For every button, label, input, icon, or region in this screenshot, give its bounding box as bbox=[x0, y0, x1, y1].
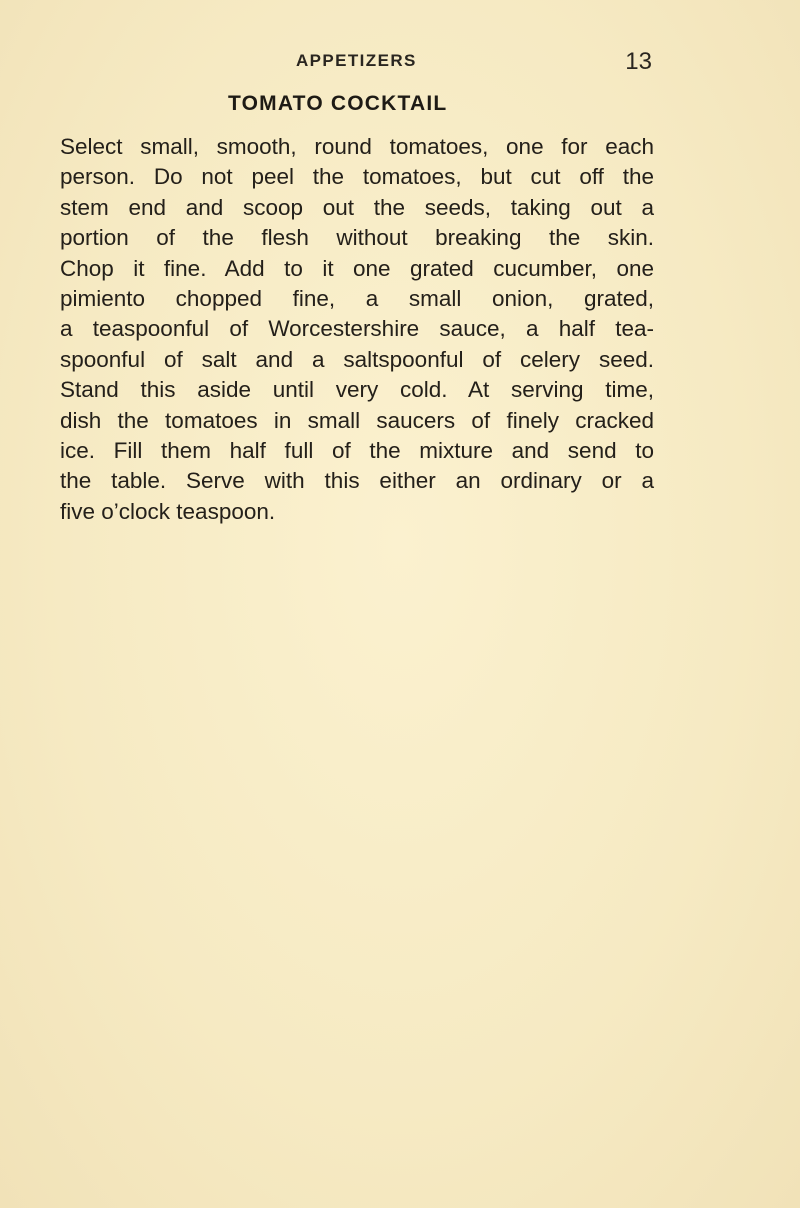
page-number: 13 bbox=[625, 48, 652, 75]
body-line: portion of the flesh without breaking the skin. bbox=[60, 225, 654, 251]
body-line: dish the tomatoes in small saucers of finely cracked bbox=[60, 407, 654, 433]
body-line: Stand this aside until very cold. At serving time, bbox=[60, 377, 654, 403]
body-line: the table. Serve with this either an ordinary or a bbox=[60, 468, 654, 494]
body-line: Chop it fine. Add to it one grated cucumber, one bbox=[60, 255, 654, 281]
body-line: ice. Fill them half full of the mixture and send to bbox=[60, 438, 654, 464]
body-line: spoonful of salt and a saltspoonful of celery seed. bbox=[60, 346, 654, 372]
body-line: five o’clock teaspoon. bbox=[60, 498, 276, 524]
recipe-title: TOMATO COCKTAIL bbox=[228, 92, 448, 115]
body-line: Select small, smooth, round tomatoes, one for each bbox=[60, 134, 654, 159]
body-line: pimiento chopped fine, a small onion, grated, bbox=[60, 286, 654, 312]
body-line: a teaspoonful of Worcestershire sauce, a half tea- bbox=[60, 316, 654, 342]
body-line: person. Do not peel the tomatoes, but cut off the bbox=[60, 164, 654, 190]
section-title: APPETIZERS bbox=[296, 51, 417, 70]
recipe-body bbox=[60, 132, 654, 527]
body-line: stem end and scoop out the seeds, taking out a bbox=[60, 194, 654, 220]
